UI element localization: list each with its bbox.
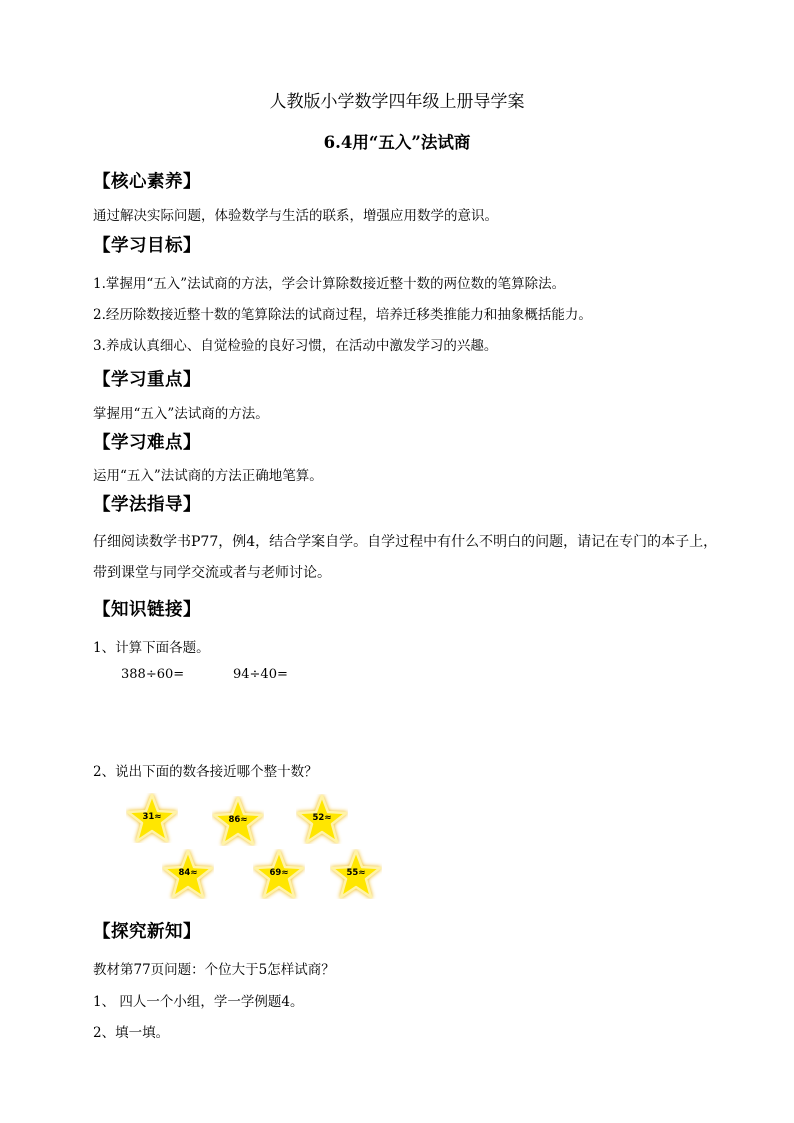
question-2: 2、说出下面的数各接近哪个整十数？ [93,764,318,780]
heading-key-points: 【学习重点】 [93,370,201,390]
heading-explore-new: 【探究新知】 [93,922,201,942]
heading-learning-goals: 【学习目标】 [93,236,201,256]
heading-core-literacy: 【核心素养】 [93,172,201,192]
explore-line-1: 教材第77页问题：个位大于5怎样试商？ [93,962,335,978]
heading-difficulties: 【学习难点】 [93,433,201,453]
key-points-text: 掌握用“五入”法试商的方法。 [93,406,269,422]
star-number: 86≈ [228,815,248,825]
star-badge [162,849,214,899]
star-number: 84≈ [178,868,198,878]
difficulties-text: 运用“五入”法试商的方法正确地笔算。 [93,468,323,484]
explore-line-3: 2、填一填。 [93,1025,170,1041]
calc-exercise-2: 94÷40= [233,667,288,682]
goal-item-2: 2.经历除数接近整十数的笔算除法的试商过程，培养迁移类推能力和抽象概括能力。 [93,307,592,323]
star-number: 52≈ [312,813,332,823]
goal-item-3: 3.养成认真细心、自觉检验的良好习惯，在活动中激发学习的兴趣。 [93,338,498,354]
goal-item-1: 1.掌握用“五入”法试商的方法，学会计算除数接近整十数的两位数的笔算除法。 [93,276,566,292]
star-badge [330,849,382,899]
question-1: 1、计算下面各题。 [93,640,210,656]
star-number: 55≈ [346,868,366,878]
calc-exercise-1: 388÷60= [121,667,185,682]
star-badge [126,793,178,843]
star-number: 69≈ [269,868,289,878]
study-method-line-2: 带到课堂与同学交流或者与老师讨论。 [93,565,331,581]
heading-study-method: 【学法指导】 [93,495,201,515]
study-method-line-1: 仔细阅读数学书P77，例4，结合学案自学。自学过程中有什么不明白的问题，请记在专门的本子上， [93,534,718,550]
star-badge [296,794,348,844]
star-number: 31≈ [142,812,162,822]
heading-knowledge-link: 【知识链接】 [93,600,201,620]
star-badge [253,849,305,899]
core-literacy-text: 通过解决实际问题，体验数学与生活的联系，增强应用数学的意识。 [93,208,498,224]
lesson-title: 6.4用“五入”法试商 [323,133,471,152]
document-title: 人教版小学数学四年级上册导学案 [269,92,525,112]
explore-line-2: 1、 四人一个小组，学一学例题4。 [93,994,304,1010]
star-badge [212,796,264,846]
